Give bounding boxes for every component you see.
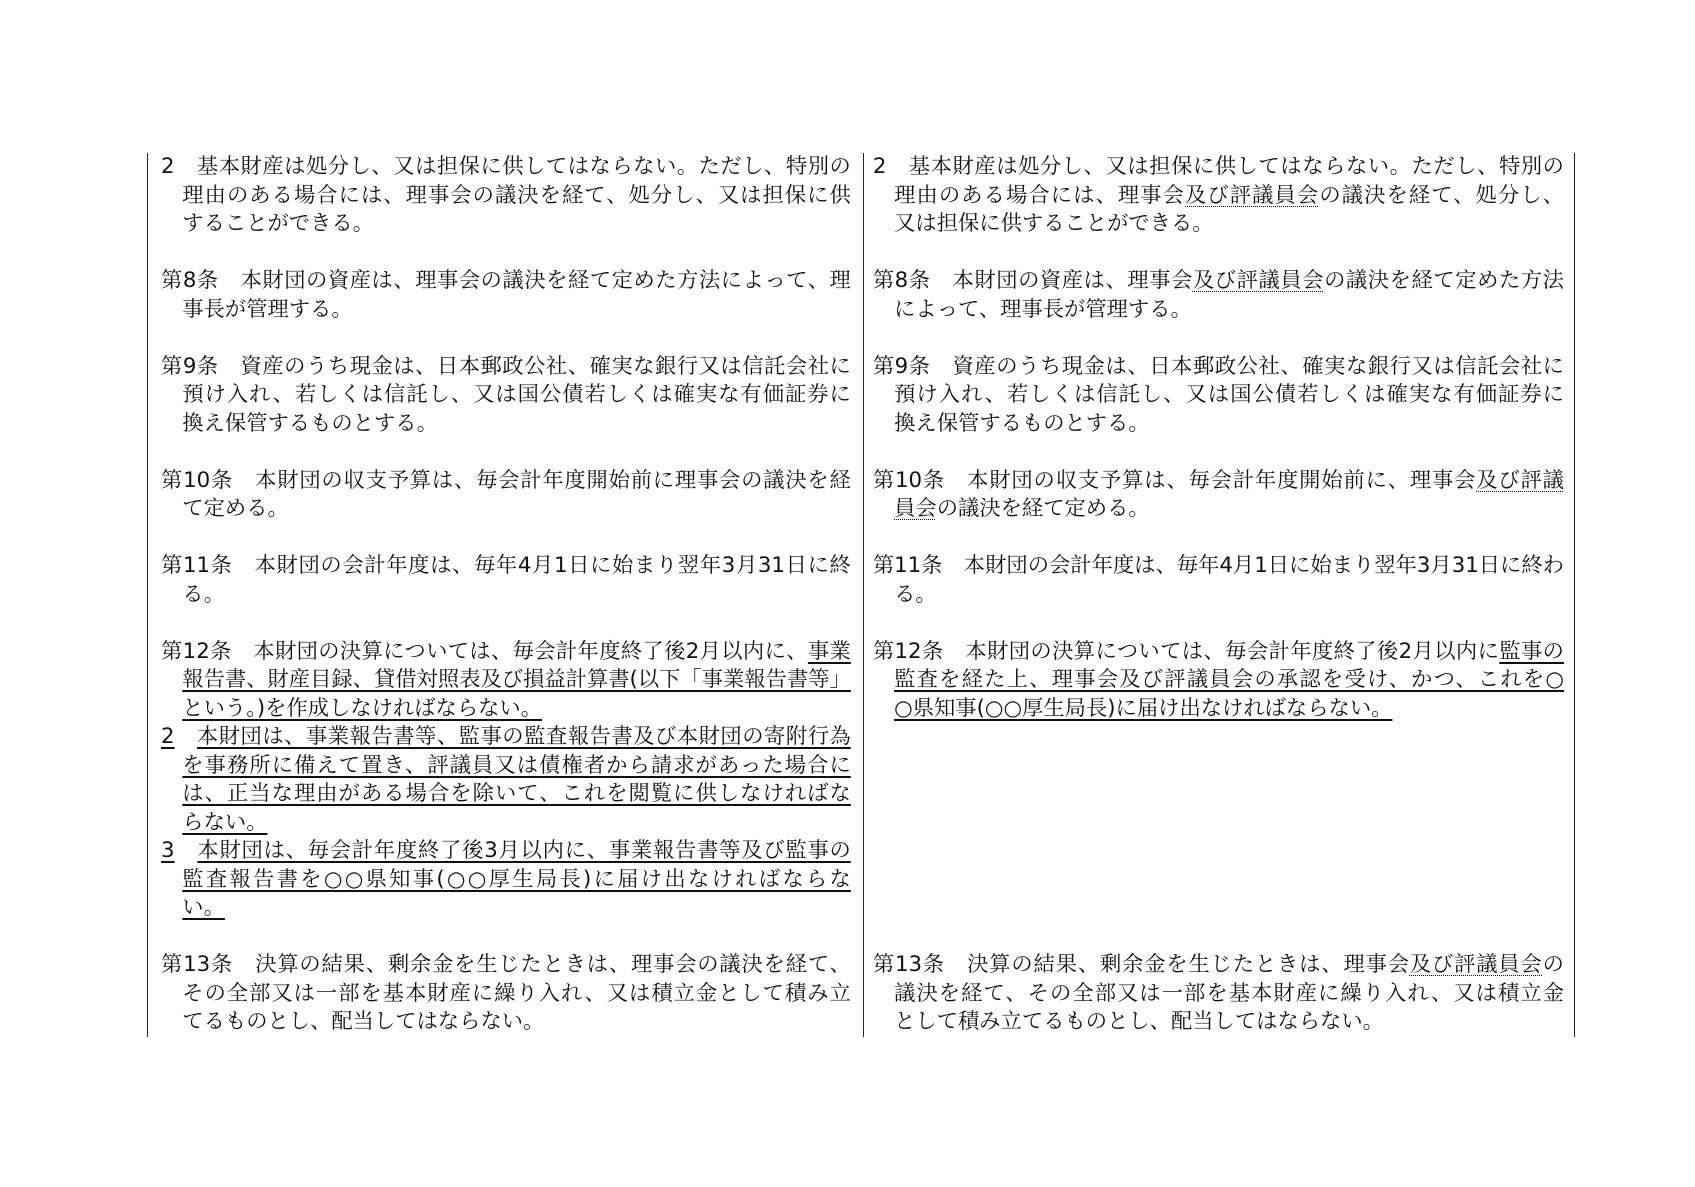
revised-text-cell	[863, 552, 1574, 638]
text-line	[161, 353, 851, 382]
text-segment: 預け入れ、若しくは信託し、又は国公債若しくは確実な有価証券に	[182, 382, 851, 407]
revised-text-cell	[863, 467, 1574, 553]
underlined-text: ○県知事(○○厚生局長)に届け出なければならない。	[894, 695, 1393, 721]
text-segment: 換え保管するものとする。	[894, 410, 1150, 436]
text-segment: 第11条 本財団の会計年度は、毎年4月1日に始まり翌年3月31日に終	[161, 553, 851, 578]
text-line	[873, 666, 1564, 695]
text-line	[161, 866, 851, 895]
text-segment: の議決を経て、処分し、	[1319, 182, 1564, 208]
underlined-text: を事務所に備えて置き、評議員又は債権者から請求があった場合に	[182, 752, 851, 778]
text-line	[873, 695, 1564, 724]
text-segment: 2 基本財産は処分し、又は担保に供してはならない。ただし、特別の	[161, 154, 851, 179]
text-line	[161, 809, 851, 838]
comparison-table	[147, 153, 1575, 1037]
text-segment: 第9条 資産のうち現金は、日本郵政公社、確実な銀行又は信託会社に	[872, 353, 1564, 379]
article-paragraph	[873, 267, 1564, 324]
text-segment: 第12条 本財団の決算については、毎会計年度終了後2月以内に、	[161, 638, 808, 664]
text-segment: る。	[894, 581, 937, 607]
text-segment: 第10条 本財団の収支予算は、毎会計年度開始前に、理事会	[872, 467, 1477, 493]
text-line	[873, 980, 1564, 1009]
article-paragraph	[161, 267, 851, 324]
article-paragraph	[873, 638, 1564, 724]
text-segment: 事長が管理する。	[182, 296, 353, 322]
text-line	[161, 1008, 851, 1037]
text-segment: することができる。	[182, 211, 374, 236]
article-row	[148, 467, 1575, 553]
text-segment: によって、理事長が管理する。	[894, 296, 1192, 322]
revised-text-cell	[863, 153, 1574, 267]
text-line	[161, 495, 851, 524]
text-segment: その全部又は一部を基本財産に繰り入れ、又は積立金として積み立	[182, 980, 851, 1006]
revised-text-cell	[863, 951, 1574, 1037]
article-paragraph	[873, 467, 1564, 524]
article-row	[148, 267, 1575, 353]
article-row	[148, 552, 1575, 638]
text-segment: 理由のある場合には、理事会の議決を経て、処分し、又は担保に供	[182, 182, 851, 208]
underlined-text: という。)を作成しなければならない。	[182, 695, 543, 721]
text-segment: 預け入れ、若しくは信託し、又は国公債若しくは確実な有価証券に	[894, 382, 1564, 407]
article-paragraph	[161, 638, 851, 724]
text-line	[161, 638, 851, 667]
article-paragraph	[873, 951, 1564, 1037]
underlined-text: らない。	[182, 809, 268, 835]
dotted-underlined-text: 及び評議員会	[1409, 952, 1543, 977]
text-line	[873, 153, 1564, 182]
text-line	[873, 552, 1564, 581]
current-text-cell	[148, 353, 864, 467]
text-segment: 第12条 本財団の決算については、毎会計年度終了後2月以内に	[872, 638, 1500, 664]
text-segment: 換え保管するものとする。	[182, 410, 438, 436]
text-line	[161, 752, 851, 781]
dotted-underlined-text: 及び評議員会	[1185, 182, 1320, 208]
article-row	[148, 153, 1575, 267]
text-segment: 理由のある場合には、理事会	[894, 182, 1186, 208]
dotted-underlined-text: 及び評議員会	[1192, 268, 1325, 293]
text-line	[161, 153, 851, 182]
text-segment: 2 基本財産は処分し、又は担保に供してはならない。ただし、特別の	[872, 154, 1564, 179]
text-segment: 第11条 本財団の会計年度は、毎年4月1日に始まり翌年3月31日に終わ	[872, 553, 1564, 578]
text-segment: 第10条 本財団の収支予算は、毎会計年度開始前に理事会の議決を経	[161, 467, 851, 493]
text-line	[161, 980, 851, 1009]
underlined-text: 監査を経た上、理事会及び評議員会の承認を受け、かつ、これを○	[894, 667, 1564, 692]
text-segment: の議決を経て定めた方法	[1324, 268, 1564, 293]
underlined-text: 本財団は、事業報告書等、監事の監査報告書及び本財団の寄附行為	[196, 724, 851, 749]
text-line	[161, 210, 851, 239]
text-line	[161, 951, 851, 980]
text-line	[161, 780, 851, 809]
revised-text-cell	[863, 267, 1574, 353]
text-line	[873, 951, 1564, 980]
current-text-cell	[148, 552, 864, 638]
text-line	[873, 296, 1564, 325]
article-paragraph	[161, 837, 851, 923]
text-line	[873, 495, 1564, 524]
article-paragraph	[161, 723, 851, 837]
article-row	[148, 638, 1575, 952]
article-row	[148, 353, 1575, 467]
text-segment: 第13条 決算の結果、剰余金を生じたときは、理事会	[872, 952, 1410, 977]
text-line	[161, 296, 851, 325]
text-line	[161, 381, 851, 410]
current-text-cell	[148, 638, 864, 952]
current-text-cell	[148, 267, 864, 353]
underlined-text: は、正当な理由がある場合を除いて、これを閲覧に供しなければな	[182, 781, 851, 806]
underlined-text: 事業	[807, 638, 851, 664]
text-segment: の議決を経て定める。	[936, 496, 1150, 521]
text-line	[161, 837, 851, 866]
underlined-text: 報告書、財産目録、貸借対照表及び損益計算書(以下「事業報告書等」	[182, 667, 851, 692]
text-line	[161, 552, 851, 581]
article-paragraph	[161, 467, 851, 524]
text-segment: 又は担保に供することができる。	[894, 211, 1214, 236]
text-line	[873, 638, 1564, 667]
text-segment: 第8条 本財団の資産は、理事会	[872, 268, 1193, 293]
article-paragraph	[161, 552, 851, 609]
text-segment: る。	[182, 581, 225, 607]
article-paragraph	[161, 951, 851, 1037]
text-segment	[175, 838, 198, 863]
text-segment: 第8条 本財団の資産は、理事会の議決を経て定めた方法によって、理	[161, 268, 851, 293]
revised-text-cell	[863, 353, 1574, 467]
text-line	[161, 894, 851, 923]
underlined-text: 3	[161, 838, 175, 863]
dotted-underlined-text: 員会	[894, 496, 937, 521]
current-text-cell	[148, 951, 864, 1037]
text-line	[873, 267, 1564, 296]
text-line	[873, 381, 1564, 410]
text-segment: の	[1542, 952, 1564, 977]
underlined-text: 2	[161, 724, 175, 749]
article-paragraph	[873, 353, 1564, 439]
text-segment: 第9条 資産のうち現金は、日本郵政公社、確実な銀行又は信託会社に	[161, 353, 851, 379]
text-line	[873, 210, 1564, 239]
text-line	[161, 267, 851, 296]
text-line	[161, 723, 851, 752]
text-line	[161, 410, 851, 439]
text-line	[161, 581, 851, 610]
article-paragraph	[873, 153, 1564, 239]
dotted-underlined-text: 及び評議	[1476, 467, 1564, 493]
text-line	[873, 467, 1564, 496]
text-line	[873, 581, 1564, 610]
text-line	[873, 353, 1564, 382]
article-paragraph	[161, 353, 851, 439]
text-line	[161, 695, 851, 724]
underlined-text: 監事の	[1499, 638, 1564, 664]
underlined-text: い。	[182, 895, 225, 920]
underlined-text: 本財団は、毎会計年度終了後3月以内に、事業報告書等及び監事の	[197, 838, 851, 863]
text-line	[873, 1008, 1564, 1037]
text-line	[161, 666, 851, 695]
article-paragraph	[873, 552, 1564, 609]
text-segment: 第13条 決算の結果、剰余金を生じたときは、理事会の議決を経て、	[161, 952, 851, 977]
text-segment: て定める。	[182, 496, 289, 521]
text-line	[161, 182, 851, 211]
text-segment	[175, 724, 197, 749]
current-text-cell	[148, 467, 864, 553]
underlined-text: 監査報告書を○○県知事(○○厚生局長)に届け出なければならな	[182, 866, 851, 892]
text-line	[161, 467, 851, 496]
current-text-cell	[148, 153, 864, 267]
text-segment: として積み立てるものとし、配当してはならない。	[894, 1009, 1384, 1034]
article-row	[148, 951, 1575, 1037]
text-segment: てるものとし、配当してはならない。	[182, 1009, 545, 1034]
revised-text-cell	[863, 638, 1574, 952]
text-line	[873, 182, 1564, 211]
text-line	[873, 410, 1564, 439]
article-paragraph	[161, 153, 851, 239]
text-segment: 議決を経て、その全部又は一部を基本財産に繰り入れ、又は積立金	[894, 980, 1564, 1006]
